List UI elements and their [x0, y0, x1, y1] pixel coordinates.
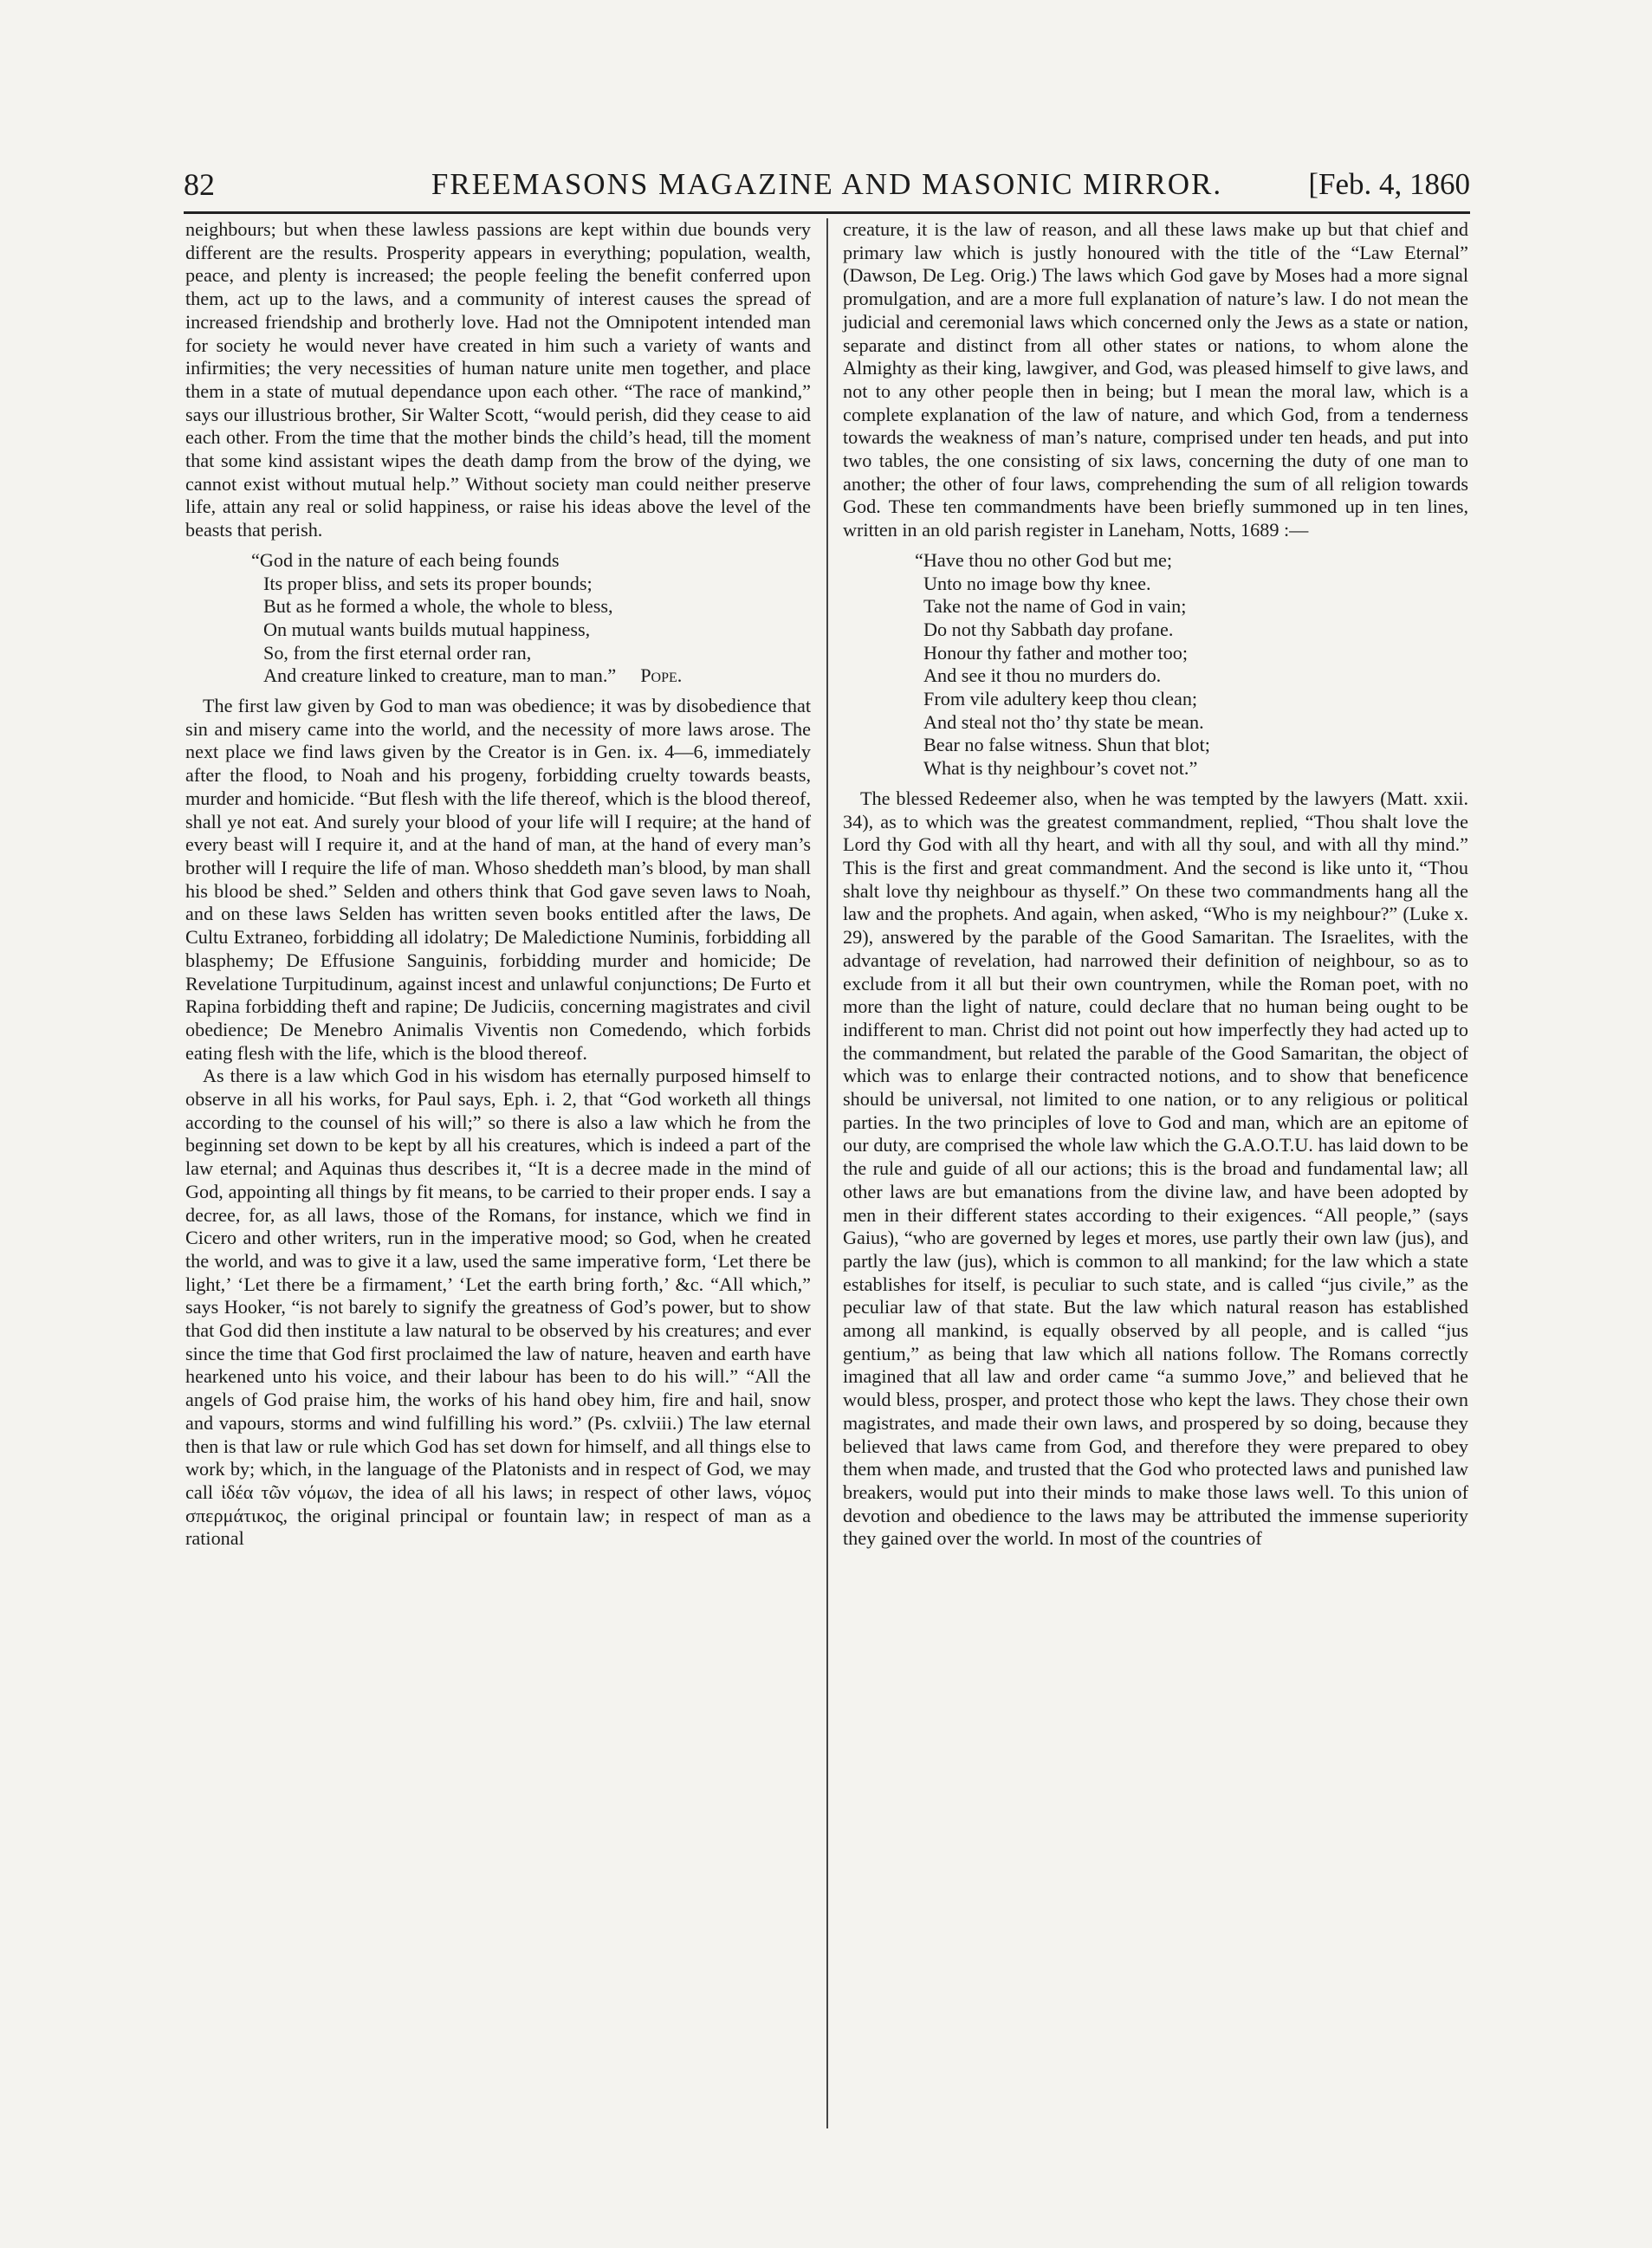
verse-line: Unto no image bow thy knee.	[923, 572, 1151, 594]
magazine-title: FREEMASONS MAGAZINE AND MASONIC MIRROR.	[431, 167, 1223, 201]
verse-line-text: And creature linked to creature, man to man.”	[263, 664, 617, 687]
verse-line: And steal not tho’ thy state be mean.	[923, 710, 1204, 733]
verse-line: Take not the name of God in vain;	[923, 595, 1187, 618]
page-number: 82	[184, 167, 215, 202]
right-column	[843, 218, 1468, 1551]
verse-line: From vile adultery keep thou clean;	[923, 688, 1198, 710]
issue-date: [Feb. 4, 1860	[1308, 167, 1470, 201]
left-paragraph-1: neighbours; but when these lawless passions are kept within due bounds very different are the results. Prosperity appears in everything; population, wealth, peace, and plenty is increased; the people feeling the benefit conferred upon them, act up to the laws, and a community of interest causes the spread of increased friendship and brotherly love. Had not the Omnipotent intended man for society he would never have created in him such a variety of wants and infirmities; the very necessities of human nature unite men together, and place them in a state of mutual dependance upon each other. “The race of mankind,” says our illustrious brother, Sir Walter Scott, “would perish, did they cease to aid each other. From the time that the mother binds the child’s head, till the moment that some kind assistant wipes the death damp from the brow of the dying, we cannot exist without mutual help.” Without society man could neither preserve life, attain any real or solid happiness, or raise his ideas above the level of the beasts that perish.	[185, 218, 811, 541]
right-paragraph-2: The blessed Redeemer also, when he was tempted by the lawyers (Matt. xxii. 34), as to which was the greatest commandment, replied, “Thou shalt love the Lord thy God with all thy heart, and with all thy soul, and with all thy mind.” This is the first and great commandment. And the second is like unto it, “Thou shalt love thy neighbour as thyself.” On these two commandments hang all the law and the prophets. And again, when asked, “Who is my neighbour?” (Luke x. 29), answered by the parable of the Good Samaritan. The Israelites, with the advantage of revelation, had narrowed their definition of neighbour, so as to exclude from it all but their own countrymen, while the Roman poet, with no more than the light of nature, could declare that no human being ought to be indifferent to man. Christ did not point out how imperfectly they had acted up to the commandment, but related the parable of the Good Samaritan, the object of which was to enlarge their contracted notions, and to show that beneficence should be universal, not limited to one nation, or to any religious or political parties. In the two principles of love to God and man, which are an epitome of our duty, are comprised the whole law which the G.A.O.T.U. has laid down to be the rule and guide of all our actions; this is the broad and fundamental law; all other laws are but emanations from the divine law, and have been adopted by men in their different states according to their exigences. “All people,” (says Gaius), “who are governed by leges et mores, use partly their own law (jus), and partly the law (jus), which is common to all mankind; for the law which a state establishes for itself, is peculiar to such state, and is called “jus civile,” as the peculiar law of that state. But the law which natural reason has established among all mankind, is equally observed by all people, and is called “jus gentium,” as being that law which all nations follow. The Romans correctly imagined that all law and order came “a summo Jove,” and believed that he would bless, prosper, and protect those who kept the laws. They chose their own magistrates, and made their own laws, and prospered by so doing, because they believed that laws came from God, and therefore they were prepared to obey them when made, and trusted that the God who protected laws and punished law breakers, would put into their minds to make those laws well. To this union of devotion and obedience to the laws may be attributed the immense superiority they gained over the world. In most of the countries of	[843, 787, 1468, 1550]
column-divider	[826, 218, 828, 2128]
verse-line: Do not thy Sabbath day profane.	[923, 618, 1174, 640]
verse-line: So, from the first eternal order ran,	[263, 641, 532, 664]
verse-attribution: Pope.	[640, 664, 683, 687]
verse-line: On mutual wants builds mutual happiness,	[263, 618, 591, 640]
left-paragraph-3: As there is a law which God in his wisdom has eternally purposed himself to observe in all his works, for Paul says, Eph. i. 2, that “God worketh all things according to the counsel of his will;” so there is also a law which he from the beginning set down to be kept by all his creatures, which is indeed a part of the law eternal; and Aquinas thus describes it, “It is a decree made in the mind of God, appointing all things by fit means, to be carried to their proper ends. I say a decree, for, as all laws, those of the Romans, for instance, which we find in Cicero and other writers, run in the imperative mood; so God, when he created the world, and was to give it a law, used the same imperative form, ‘Let there be light,’ ‘Let there be a firmament,’ ‘Let the earth bring forth,’ &c. “All which,” says Hooker, “is not barely to signify the greatness of God’s power, but to show that God did then institute a law natural to be observed by his creatures; and ever since the time that God first proclaimed the law of nature, heaven and earth have hearkened unto his voice, and their labour has been to do his will.” “All the angels of God praise him, the works of his hand obey him, fire and hail, snow and vapours, storms and wind fulfilling his word.” (Ps. cxlviii.) The law eternal then is that law or rule which God has set down for himself, and all things else to work by; which, in the language of the Platonists and in respect of God, we may call ἰδέα τῶν νόμων, the idea of all his laws; in respect of other laws, νόμος σπερμάτικος, the original principal or fountain law; in respect of man as a rational	[185, 1065, 811, 1550]
verse-line: Its proper bliss, and sets its proper bounds;	[263, 572, 593, 594]
left-paragraph-2: The first law given by God to man was obedience; it was by disobedience that sin and misery came into the world, and the necessity of more laws arose. The next place we find laws given by the Creator is in Gen. ix. 4—6, immediately after the flood, to Noah and his progeny, forbidding cruelty towards beasts, murder and homicide. “But flesh with the life thereof, which is the blood thereof, shall ye not eat. And surely your blood of your life will I require; at the hand of every beast will I require it, and at the hand of man, at the hand of every man’s brother will I require the life of man. Whoso sheddeth man’s blood, by man shall his blood be shed.” Selden and others think that God gave seven laws to Noah, and on these laws Selden has written seven books entitled after the laws, De Cultu Extraneo, forbidding all idolatry; De Maledictione Numinis, forbidding all blasphemy; De Effusione Sanguinis, forbidding murder and homicide; De Revelatione Turpitudinum, against incest and unlawful conjunctions; De Furto et Rapina forbidding theft and rapine; De Judiciis, concerning magistrates and civil obedience; De Menebro Animalis Viventis non Comedendo, which forbids eating flesh with the life, which is the blood thereof.	[185, 695, 811, 1064]
header-rule	[184, 211, 1470, 214]
verse-line: What is thy neighbour’s covet not.”	[923, 757, 1198, 780]
verse-line: Honour thy father and mother too;	[923, 641, 1189, 664]
verse-line: And see it thou no murders do.	[923, 664, 1162, 687]
commandments-verse	[843, 549, 1468, 781]
verse-line: But as he formed a whole, the whole to bless,	[263, 595, 613, 618]
verse-line: “Have thou no other God but me;	[915, 548, 1172, 571]
pope-verse	[185, 549, 811, 688]
verse-line: “God in the nature of each being founds	[251, 548, 560, 571]
right-paragraph-1: creature, it is the law of reason, and all these laws make up but that chief and primary law which is justly honoured with the title of the “Law Eternal” (Dawson, De Leg. Orig.) The laws which God gave by Moses had a more signal promulgation, and are a more full explanation of nature’s law. I do not mean the judicial and ceremonial laws which concerned only the Jews as a state or nation, separate and distinct from all other states or nations, to whom alone the Almighty as their king, lawgiver, and God, was pleased himself to give laws, and not to any other people then in being; but I mean the moral law, which is a complete explanation of the law of nature, and which God, from a tenderness towards the weakness of man’s nature, comprised under ten heads, and put into two tables, the one consisting of six laws, concerning the duty of one man to another; the other of four laws, comprehending the sum of all religion towards God. These ten commandments have been briefly summoned up in ten lines, written in an old parish register in Laneham, Notts, 1689 :—	[843, 218, 1468, 541]
left-column	[185, 218, 811, 1551]
masthead	[184, 165, 1470, 204]
verse-line-last	[251, 664, 811, 688]
verse-line: Bear no false witness. Shun that blot;	[923, 734, 1210, 756]
